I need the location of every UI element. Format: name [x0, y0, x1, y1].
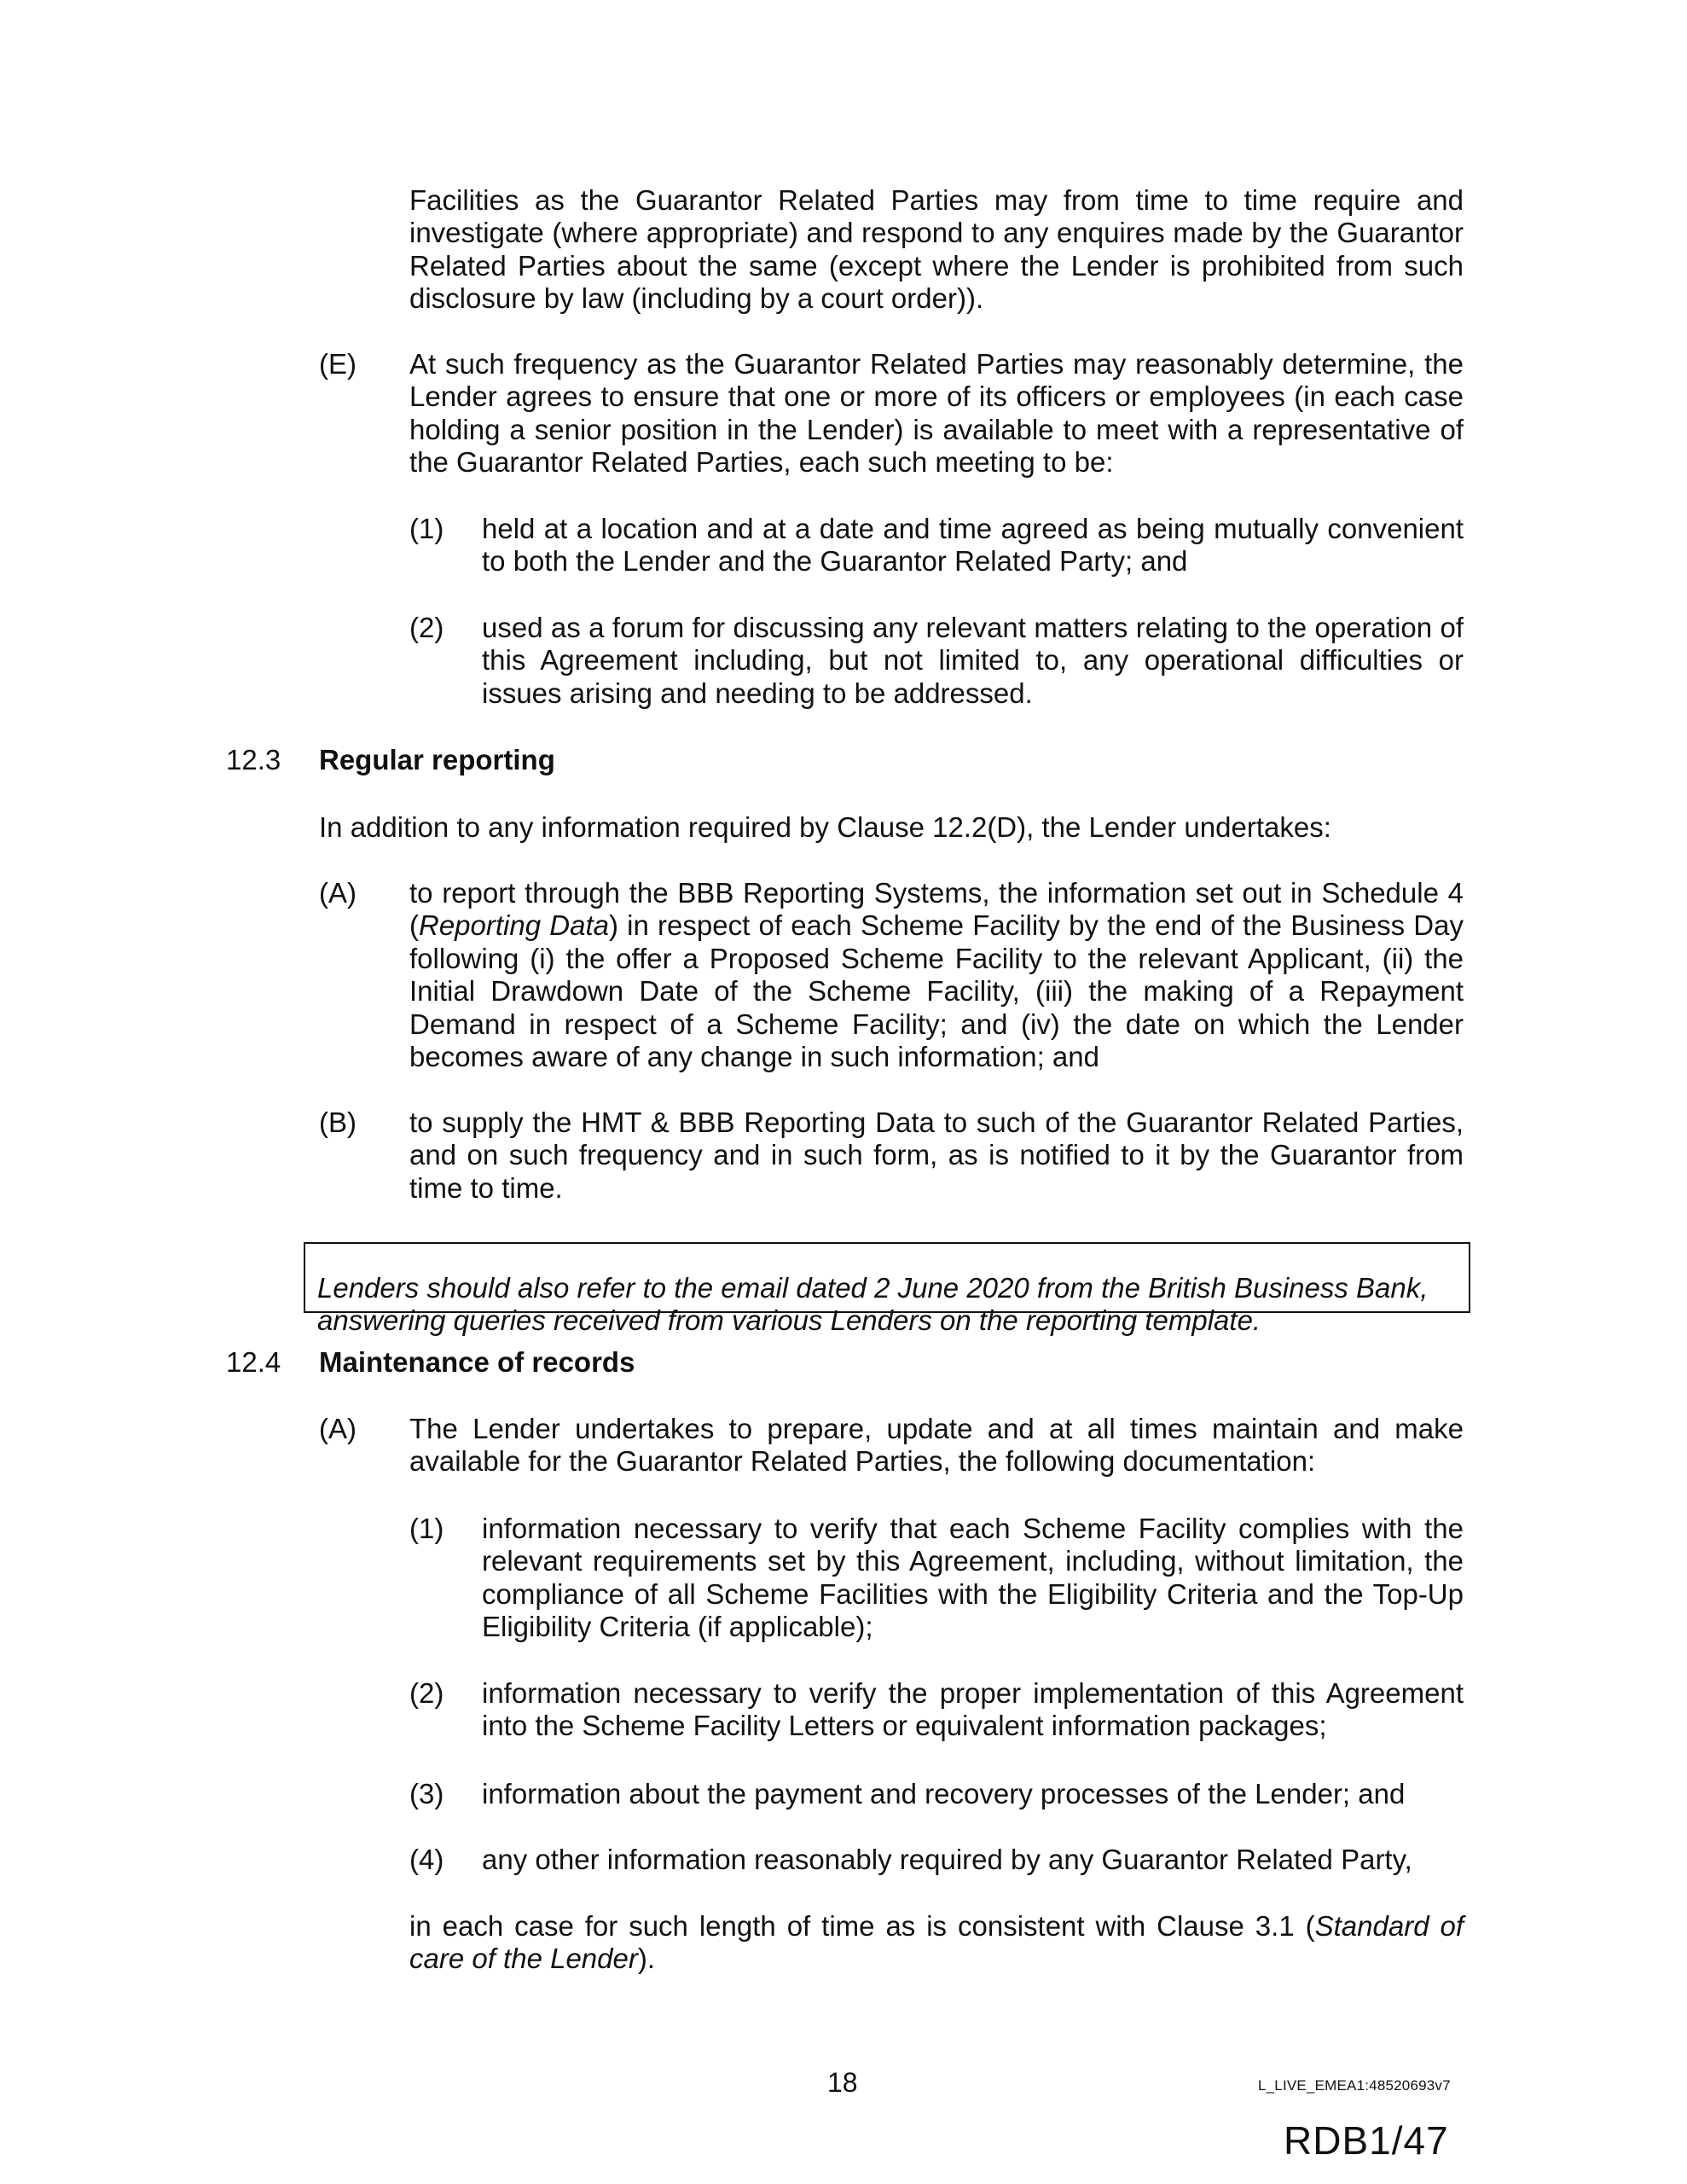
para-e-item-2-text: used as a forum for discussing any relevant matters relating to the operation of this Agreement including, but not limited to, any operational difficulties or issues arising and needing to be addressed.: [482, 612, 1464, 709]
page-number: 18: [827, 2067, 858, 2098]
intro-paragraph: Facilities as the Guarantor Related Parties may from time to time require and investigate (where appropriate) and respond to any enquires made by the Guarantor Related Parties about the same (except where the Lender is prohibited from such disclosure by law (including by a court order)).: [409, 184, 1464, 315]
para-e-item-2-label: (2): [409, 612, 444, 643]
reporting-note-text: Lenders should also refer to the email dated 2 June 2020 from the British Business Bank, answering queries received from various Lenders on the reporting template.: [317, 1272, 1429, 1337]
para-e-label: (E): [319, 348, 357, 380]
section-12-4-item-3-text: information about the payment and recovery processes of the Lender; and: [482, 1778, 1406, 1809]
section-12-4-a-text: The Lender undertakes to prepare, update and at all times maintain and make available for the Guarantor Related Parties, the following documentation:: [409, 1413, 1464, 1478]
section-12-4-item-4-text: any other information reasonably required by any Guarantor Related Party,: [482, 1844, 1412, 1875]
section-12-3-b-text: to supply the HMT & BBB Reporting Data to such of the Guarantor Related Parties, and on such frequency and in such form, as is notified to it by the Guarantor from time to time.: [409, 1107, 1464, 1204]
section-12-3-number: 12.3: [226, 744, 281, 775]
section-12-4-heading: Maintenance of records: [319, 1346, 635, 1378]
section-12-4-item-2-label: (2): [409, 1677, 444, 1709]
section-12-4-item-1-text: information necessary to verify that each Scheme Facility complies with the relevant requirements set by this Agreement, including, without limitation, the compliance of all Scheme Facilities with the Eligibility Criteria and the Top-Up Eligibility Criteria (if applicable);: [482, 1513, 1464, 1643]
section-12-4-number: 12.4: [226, 1346, 281, 1378]
para-e-item-1-text: held at a location and at a date and time agreed as being mutually convenient to both the Lender and the Guarantor Related Party; and: [482, 513, 1464, 578]
bundle-stamp: RDB1/47: [1284, 2118, 1449, 2163]
section-12-3-a-text: to report through the BBB Reporting Systems, the information set out in Schedule 4 (Reporting Data) in respect of each Scheme Facility by the end of the Business Day following (i) the offer a Proposed Scheme Facility to the relevant Applicant, (ii) the Initial Drawdown Date of the Scheme Facility, (iii) the making of a Repayment Demand in respect of a Scheme Facility; and (iv) the date on which the Lender becomes aware of any change in such information; and: [409, 877, 1464, 1073]
section-12-4-item-2-text: information necessary to verify the proper implementation of this Agreement into the Scheme Facility Letters or equivalent information packages;: [482, 1677, 1464, 1742]
section-12-4-closing: in each case for such length of time as is consistent with Clause 3.1 (Standard of care of the Lender).: [409, 1910, 1464, 1975]
section-12-4-item-3-label: (3): [409, 1778, 444, 1809]
para-e-text: At such frequency as the Guarantor Related Parties may reasonably determine, the Lender agrees to ensure that one or more of its officers or employees (in each case holding a senior position in the Lender) is available to meet with a representative of the Guarantor Related Parties, each such meeting to be:: [409, 348, 1464, 479]
section-12-3-heading: Regular reporting: [319, 744, 555, 775]
para-e-item-1-label: (1): [409, 513, 444, 544]
section-12-3-lead: In addition to any information required by Clause 12.2(D), the Lender undertakes:: [319, 811, 1331, 843]
section-12-4-item-4-label: (4): [409, 1844, 444, 1875]
document-reference: L_LIVE_EMEA1:48520693v7: [1258, 2077, 1451, 2094]
section-12-4-a-label: (A): [319, 1413, 357, 1444]
section-12-3-b-label: (B): [319, 1107, 357, 1138]
section-12-4-item-1-label: (1): [409, 1513, 444, 1544]
section-12-3-a-label: (A): [319, 877, 357, 909]
